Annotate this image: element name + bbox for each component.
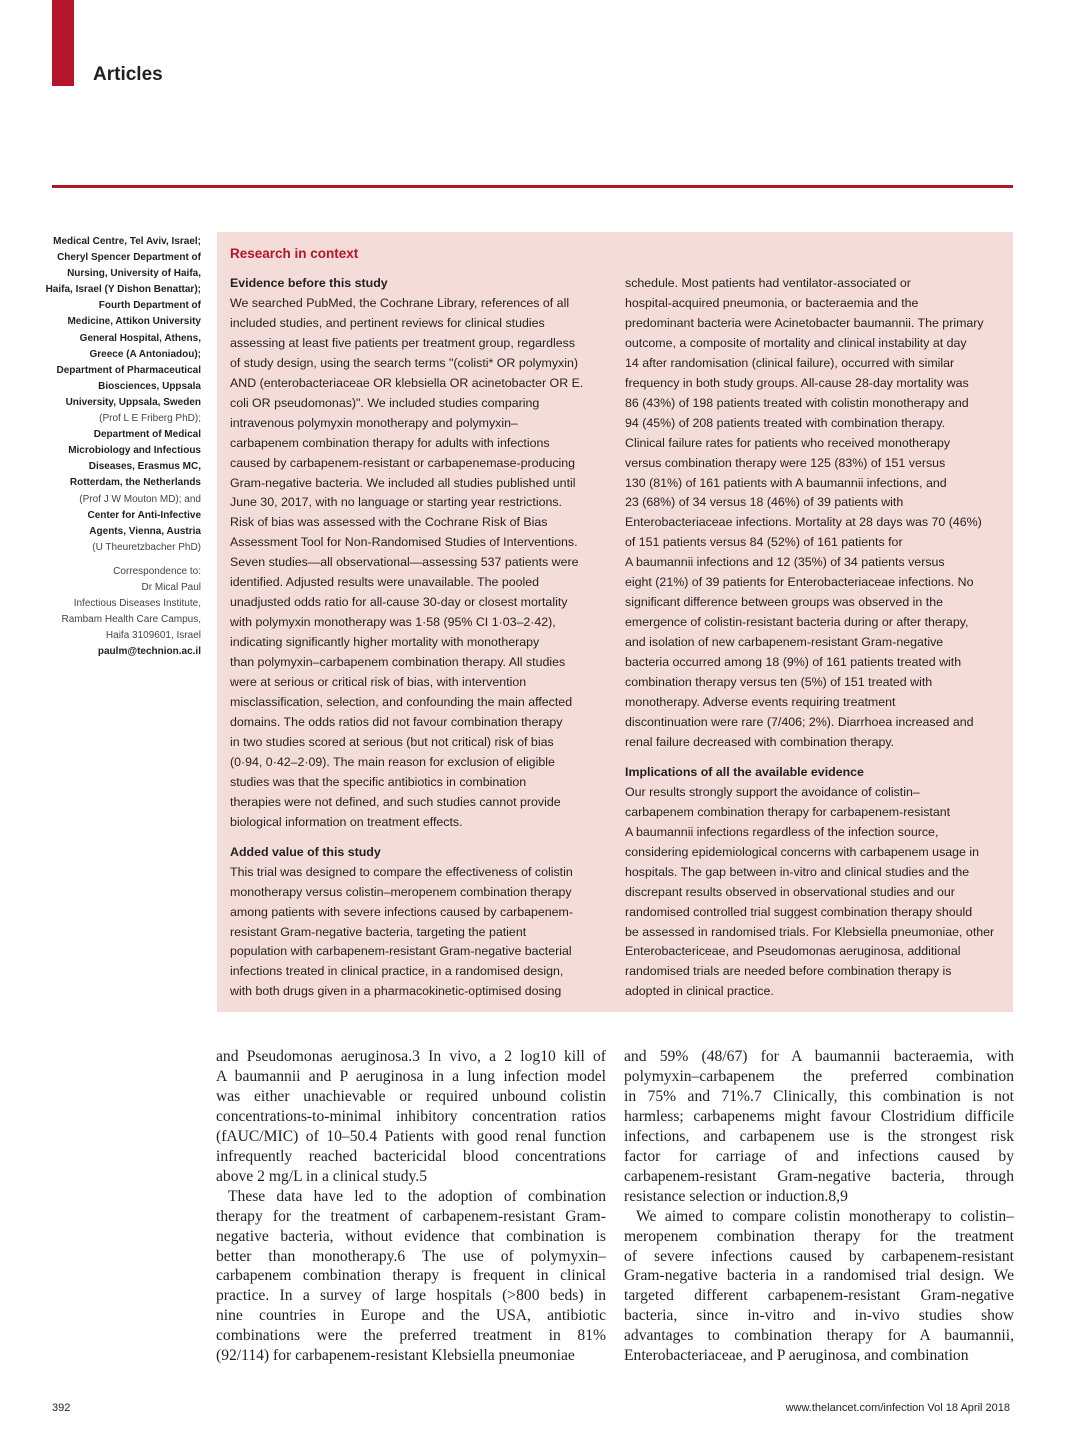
- affiliation-line: Biosciences, Uppsala: [98, 380, 201, 392]
- body-text-line: combinations were the preferred treatment in 81%: [216, 1327, 606, 1345]
- results-summary-text: [625, 274, 1005, 753]
- body-text-line: harmless; carbapenems might favour Clostridium difficile: [624, 1107, 1014, 1125]
- panel-text-line: AND (enterobacteriaceae OR klebsiella OR acinetobacter OR E.: [230, 375, 584, 390]
- affiliation-line: Cheryl Spencer Department of: [57, 252, 201, 264]
- panel-text-line: monotherapy. Adverse events requiring treatment: [625, 695, 896, 710]
- affiliation-line: Agents, Vienna, Austria: [89, 525, 201, 537]
- body-text-line: practice. In a survey of large hospitals (>800 beds) in: [216, 1287, 606, 1305]
- panel-right-column: [625, 274, 1005, 1002]
- body-text-line: and 59% (48/67) for A baumannii bacteraemia, with: [624, 1048, 1014, 1065]
- panel-text-line: discontinuation were rare (7/406; 2%). Diarrhoea increased and: [625, 714, 974, 729]
- body-text-line: A baumannii and P aeruginosa in a lung infection model: [216, 1067, 606, 1085]
- panel-text-line: domains. The odds ratios did not favour combination therapy: [230, 714, 563, 729]
- panel-text-line: misclassification, selection, and confounding the main affected: [230, 695, 573, 710]
- panel-text-line: Assessment Tool for Non-Randomised Studies of Interventions.: [230, 535, 578, 550]
- affiliation-line: Microbiology and Infectious: [68, 445, 201, 457]
- panel-text-line: (0·94, 0·42–2·09). The main reason for exclusion of eligible: [230, 754, 555, 769]
- panel-text-line: therapies were not defined, and such studies cannot provide: [230, 794, 561, 809]
- panel-text-line: emergence of colistin-resistant bacteria during or after therapy,: [625, 615, 969, 630]
- body-text-line: (92/114) for carbapenem-resistant Klebsiella pneumoniae: [216, 1347, 575, 1365]
- affiliation-line: General Hospital, Athens,: [79, 332, 201, 344]
- panel-text-line: renal failure decreased with combination therapy.: [625, 734, 895, 749]
- panel-text-line: Gram-negative bacteria. We included all studies published until: [230, 475, 576, 490]
- panel-text-line: 23 (68%) of 34 versus 18 (46%) of 39 patients with: [625, 495, 904, 510]
- correspondence-line: Correspondence to:: [113, 565, 201, 577]
- affiliation-line: Medical Centre, Tel Aviv, Israel;: [53, 236, 201, 247]
- body-text-line: factor for carriage of and infections caused by: [624, 1147, 1014, 1165]
- affiliation-line: Greece (A Antoniadou);: [89, 348, 201, 360]
- panel-text-line: identified. Adjusted results were unavailable. The pooled: [230, 575, 540, 590]
- body-text-left-column: [216, 1047, 606, 1366]
- body-text-line: We aimed to compare colistin monotherapy to colistin–: [636, 1207, 1014, 1225]
- panel-text-line: population with carbapenem-resistant Gram-negative bacterial: [230, 944, 572, 959]
- correspondence-line: Haifa 3109601, Israel: [105, 630, 201, 642]
- body-text-line: advantages to combination therapy for A baumannii,: [624, 1327, 1014, 1345]
- panel-text-line: of study design, using the search terms "(colisti* OR polymyxin): [230, 355, 579, 370]
- panel-text-line: Risk of bias was assessed with the Cochrane Risk of Bias: [230, 515, 548, 530]
- panel-text-line: Our results strongly support the avoidance of colistin–: [625, 784, 920, 799]
- panel-text-line: Enterobactericeae, and Pseudomonas aeruginosa, additional: [625, 944, 961, 959]
- body-text-line: in 75% and 71%.7 Clinically, this combination is not: [624, 1087, 1014, 1105]
- affiliation-line: Department of Pharmaceutical: [56, 364, 201, 376]
- affiliation-line: Medicine, Attikon University: [67, 316, 201, 328]
- affiliation-line: (Prof J W Mouton MD); and: [79, 493, 201, 505]
- body-text-line: resistance selection or induction.8,9: [624, 1187, 848, 1205]
- panel-title: Research in context: [230, 246, 359, 261]
- panel-left-column: [230, 274, 610, 1002]
- affiliation-line: (Prof L E Friberg PhD);: [99, 413, 201, 425]
- panel-text-line: infections treated in clinical practice, in a randomised design,: [230, 964, 564, 979]
- body-text-line: polymyxin–carbapenem the preferred combination: [624, 1067, 1014, 1085]
- affiliation-line: Center for Anti-Infective: [87, 509, 201, 521]
- body-text-line: carbapenem-resistant Gram-negative bacteria, through: [624, 1167, 1014, 1185]
- panel-text-line: assessing at least five patients per treatment group, regardless: [230, 335, 576, 350]
- affiliation-line: Diseases, Erasmus MC,: [88, 461, 201, 473]
- panel-text-line: combination therapy versus ten (5%) of 151 treated with: [625, 675, 933, 690]
- added-value-text: [230, 863, 610, 1003]
- affiliation-line: (U Theuretzbacher PhD): [92, 541, 201, 553]
- evidence-text: [230, 294, 610, 833]
- added-value-heading: Added value of this study: [230, 844, 381, 859]
- panel-text-line: eight (21%) of 39 patients for Enterobacteriaceae infections. No: [625, 575, 974, 590]
- affiliation-line: Nursing, University of Haifa,: [67, 268, 201, 280]
- body-text-line: above 2 mg/L in a clinical study.5: [216, 1167, 428, 1185]
- journal-info: www.thelancet.com/infection Vol 18 April 2018: [785, 1402, 1010, 1414]
- implications-heading: Implications of all the available evidence: [625, 764, 864, 779]
- panel-text-line: and isolation of new carbapenem-resistant Gram-negative: [625, 635, 944, 650]
- panel-text-line: intravenous polymyxin monotherapy and polymyxin–: [230, 415, 518, 430]
- body-text-line: These data have led to the adoption of combination: [228, 1187, 606, 1205]
- affiliations-sidenote: [28, 234, 201, 660]
- panel-text-line: discrepant results observed in observational studies and our: [625, 884, 955, 899]
- panel-text-line: significant difference between groups was observed in the: [625, 595, 943, 610]
- research-in-context-panel: [217, 232, 1013, 1012]
- panel-text-line: versus combination therapy were 125 (83%) of 151 versus: [625, 455, 946, 470]
- panel-text-line: included studies, and pertinent reviews for clinical studies: [230, 315, 545, 330]
- affiliation-line: Haifa, Israel (Y Dishon Benattar);: [45, 284, 201, 296]
- panel-text-line: with polymyxin monotherapy was 1·58 (95% CI 1·03–2·42),: [230, 615, 556, 630]
- body-text-line: of severe infections caused by carbapenem-resistant: [624, 1247, 1014, 1265]
- body-text-line: targeted different carbapenem-resistant Gram-negative: [624, 1287, 1014, 1305]
- body-text-line: negative bacteria, without evidence that combination is: [216, 1227, 606, 1245]
- body-text-line: meropenem combination therapy for the treatment: [624, 1227, 1014, 1245]
- panel-text-line: hospitals. The gap between in-vitro and clinical studies and the: [625, 864, 970, 879]
- panel-text-line: were at serious or critical risk of bias, with intervention: [230, 675, 527, 690]
- panel-text-line: among patients with severe infections caused by carbapenem-: [230, 904, 573, 919]
- panel-text-line: unadjusted odds ratio for all-cause 30-day or closest mortality: [230, 595, 568, 610]
- panel-text-line: randomised trials are needed before combination therapy is: [625, 964, 952, 979]
- panel-text-line: schedule. Most patients had ventilator-associated or: [625, 276, 911, 290]
- section-marker-bar: [52, 0, 74, 86]
- panel-text-line: monotherapy versus colistin–meropenem combination therapy: [230, 884, 572, 899]
- implications-text: [625, 783, 1005, 1002]
- panel-text-line: outcome, a composite of mortality and clinical instability at day: [625, 335, 967, 350]
- panel-text-line: Seven studies—all observational—assessing 537 patients were: [230, 555, 579, 570]
- body-text-line: bacteria, since in-vitro and in-vivo studies show: [624, 1307, 1014, 1325]
- correspondence-block: [28, 564, 201, 661]
- panel-text-line: 130 (81%) of 161 patients with A baumannii infections, and: [625, 475, 947, 490]
- panel-text-line: A baumannii infections and 12 (35%) of 34 patients versus: [625, 555, 945, 570]
- body-text-line: infections, and carbapenem use is the strongest risk: [624, 1127, 1014, 1145]
- panel-text-line: in two studies scored at serious (but not critical) risk of bias: [230, 734, 554, 749]
- affiliation-line: University, Uppsala, Sweden: [65, 396, 201, 408]
- affiliation-lines: [28, 234, 201, 556]
- correspondence-lines: [28, 564, 201, 644]
- panel-text-line: 14 after randomisation (clinical failure), occurred with similar: [625, 355, 955, 370]
- panel-text-line: Enterobacteriaceae infections. Mortality at 28 days was 70 (46%): [625, 515, 982, 530]
- panel-text-line: caused by carbapenem-resistant or carbapenemase-producing: [230, 455, 576, 470]
- panel-text-line: A baumannii infections regardless of the infection source,: [625, 824, 939, 839]
- body-text-line: infrequently reached bactericidal blood concentrations: [216, 1147, 606, 1165]
- evidence-heading: Evidence before this study: [230, 276, 388, 290]
- panel-text-line: indicating significantly higher mortality with monotherapy: [230, 635, 540, 650]
- panel-text-line: coli OR pseudomonas)". We included studies comparing: [230, 395, 540, 410]
- panel-text-line: adopted in clinical practice.: [625, 984, 774, 999]
- panel-text-line: with both drugs given in a pharmacokinetic-optimised dosing: [230, 984, 562, 999]
- body-text-line: nine countries in Europe and the USA, antibiotic: [216, 1307, 606, 1325]
- correspondence-line: Infectious Diseases Institute,: [73, 598, 201, 610]
- panel-text-line: than polymyxin–carbapenem combination therapy. All studies: [230, 655, 566, 670]
- body-text-line: concentrations-to-minimal inhibitory concentration ratios: [216, 1107, 606, 1125]
- body-text-line: therapy for the treatment of carbapenem-resistant Gram-: [216, 1207, 606, 1225]
- body-text-line: Enterobacteriaceae, and P aeruginosa, and combination: [624, 1347, 969, 1365]
- panel-text-line: resistant Gram-negative bacteria, targeting the patient: [230, 924, 527, 939]
- panel-text-line: of 151 patients versus 84 (52%) of 161 patients for: [625, 535, 903, 550]
- correspondence-line: Dr Mical Paul: [141, 581, 201, 593]
- panel-text-line: This trial was designed to compare the effectiveness of colistin: [230, 864, 573, 879]
- page-number: 392: [52, 1402, 71, 1414]
- panel-text-line: carbapenem combination therapy for carbapenem-resistant: [625, 804, 951, 819]
- panel-text-line: frequency in both study groups. All-cause 28-day mortality was: [625, 375, 969, 390]
- section-label: Articles: [93, 64, 163, 85]
- panel-text-line: bacteria occurred among 18 (9%) of 161 patients treated with: [625, 655, 962, 670]
- body-text-line: better than monotherapy.6 The use of polymyxin–: [216, 1247, 606, 1265]
- correspondence-email[interactable]: paulm@technion.ac.il: [97, 646, 201, 658]
- panel-text-line: Clinical failure rates for patients who received monotherapy: [625, 435, 951, 450]
- panel-text-line: carbapenem combination therapy for adults with infections: [230, 435, 550, 450]
- panel-text-line: studies was that the specific antibiotics in combination: [230, 774, 527, 789]
- body-text-line: carbapenem combination therapy is frequent in clinical: [216, 1267, 606, 1285]
- panel-text-line: We searched PubMed, the Cochrane Library, references of all: [230, 295, 570, 310]
- body-text-line: and Pseudomonas aeruginosa.3 In vivo, a 2 log10 kill of: [216, 1048, 606, 1065]
- correspondence-line: Rambam Health Care Campus,: [61, 614, 201, 626]
- affiliation-line: Rotterdam, the Netherlands: [69, 477, 201, 489]
- body-text-line: was either unachievable or required unbound colistin: [216, 1087, 606, 1105]
- body-text-line: (fAUC/MIC) of 10–50.4 Patients with good renal function: [216, 1127, 606, 1145]
- panel-text-line: be assessed in randomised trials. For Klebsiella pneumoniae, other: [625, 924, 995, 939]
- affiliation-line: Department of Medical: [93, 429, 201, 441]
- body-text-right-column: [624, 1047, 1014, 1366]
- panel-text-line: 86 (43%) of 198 patients treated with colistin monotherapy and: [625, 395, 969, 410]
- panel-text-line: June 30, 2017, with no language or starting year restrictions.: [230, 495, 562, 510]
- affiliation-line: Fourth Department of: [98, 300, 201, 312]
- panel-text-line: randomised controlled trial suggest combination therapy should: [625, 904, 973, 919]
- panel-text-line: biological information on treatment effects.: [230, 814, 463, 829]
- panel-text-line: considering epidemiological concerns with carbapenem usage in: [625, 844, 980, 859]
- panel-text-line: 94 (45%) of 208 patients treated with combination therapy.: [625, 415, 946, 430]
- header-rule: [52, 185, 1013, 188]
- panel-text-line: predominant bacteria were Acinetobacter baumannii. The primary: [625, 315, 984, 330]
- body-text-line: Gram-negative bacteria in a randomised trial design. We: [624, 1267, 1014, 1285]
- panel-text-line: hospital-acquired pneumonia, or bacteraemia and the: [625, 295, 919, 310]
